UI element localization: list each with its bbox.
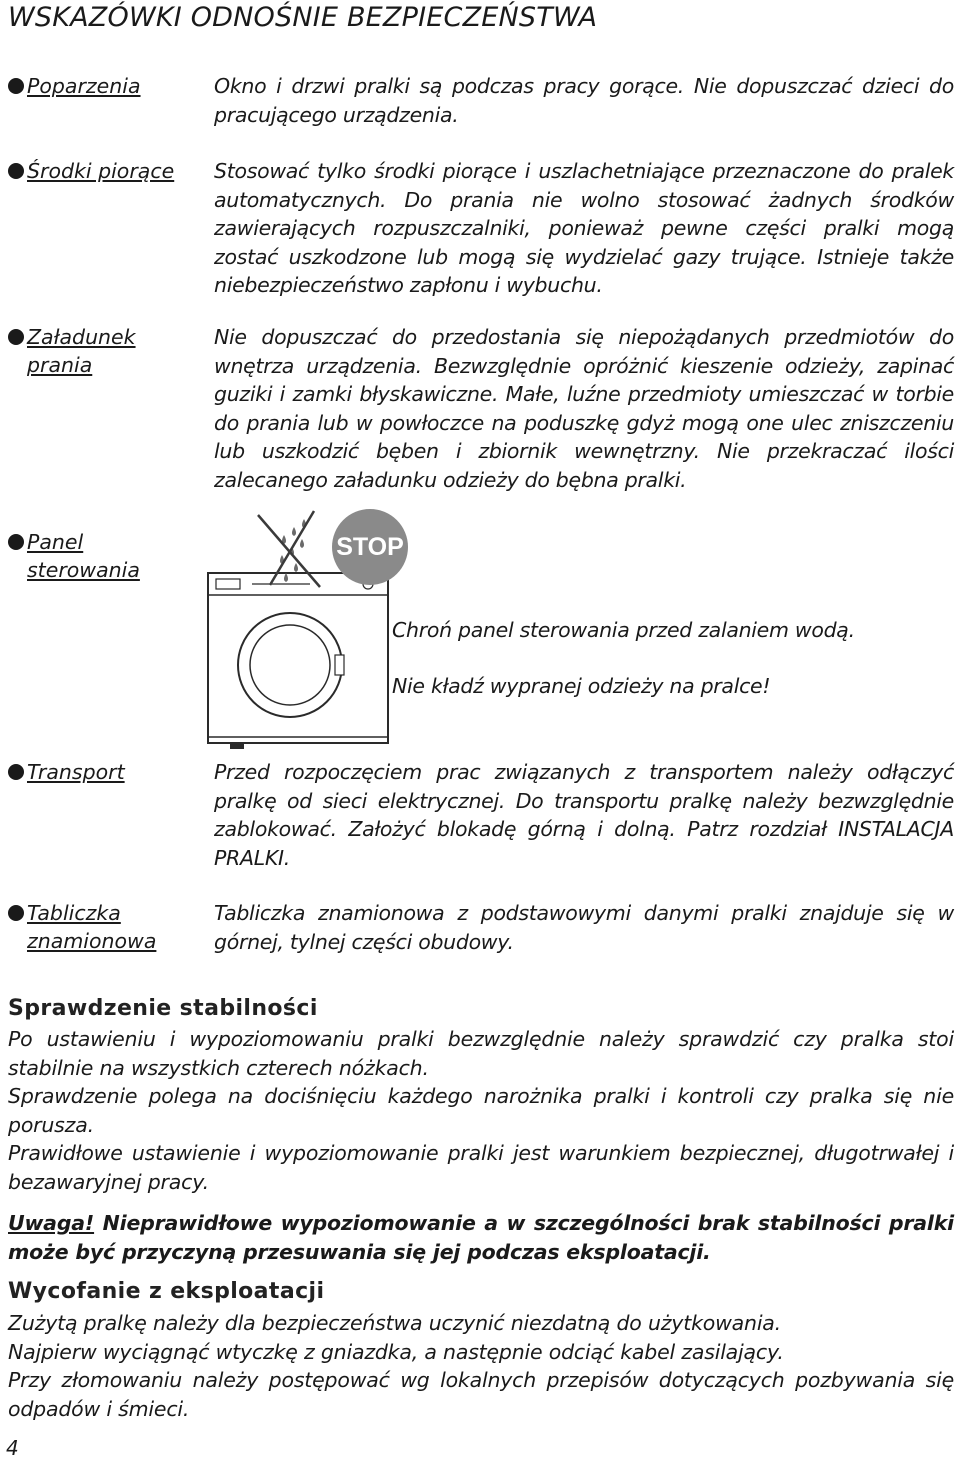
page-number: 4 <box>6 1436 19 1460</box>
section-label: Załadunek prania <box>8 323 208 379</box>
bullet-icon <box>8 163 24 179</box>
stability-heading: Sprawdzenie stabilności <box>8 996 318 1021</box>
panel-line-2: Nie kładź wypranej odzieży na pralce! <box>392 674 771 698</box>
bullet-icon <box>8 764 24 780</box>
section-label: Panel sterowania <box>8 528 208 584</box>
decommission-heading: Wycofanie z eksploatacji <box>8 1279 325 1304</box>
bullet-icon <box>8 329 24 345</box>
stop-text: STOP <box>336 533 404 561</box>
section-label: Poparzenia <box>8 72 208 100</box>
warning-text: Nieprawidłowe wypoziomowanie a w szczególności brak stabilności pralki może być przyczyną przesuwania się jej podczas eksploatacji. <box>8 1211 954 1264</box>
section-text: Nie dopuszczać do przedostania się niepożądanych przedmiotów do wnętrza urządzenia. Bezwzględnie opróżnić kieszenie odzieży, zapinać guziki i zamki błyskawiczne. Małe, luźne przedmioty umieszczać w torbie do prania lub w powłoczce na poduszkę gdyż mogą one ulec zniszczeniu lub uszkodzić bęben i zbiornik wewnętrzny. Nie przekraczać ilości zalecanego załadunku odzieży do bębna pralki. <box>214 325 954 492</box>
section-text: Okno i drzwi pralki są podczas pracy gorące. Nie dopuszczać dzieci do pracującego urządzenia. <box>214 74 954 127</box>
warning-label: Uwaga! <box>8 1211 95 1235</box>
section-label: Transport <box>8 758 208 786</box>
stability-warning <box>8 1209 954 1266</box>
stability-paragraph-2: Sprawdzenie polega na dociśnięciu każdego narożnika pralki i kontroli czy pralka się nie porusza. <box>8 1084 954 1137</box>
bullet-icon <box>8 78 24 94</box>
section-text: Tabliczka znamionowa z podstawowymi danymi pralki znajduje się w górnej, tylnej części obudowy. <box>214 901 954 954</box>
section-label: Środki piorące <box>8 157 208 185</box>
section-text: Stosować tylko środki piorące i uszlachetniające przeznaczone do pralek automatycznych. Do prania nie wolno stosować żadnych środków zawierających rozpuszczalniki, ponieważ pewne części pralki mogą zostać uszkodzone lub mogą się wydzielać gazy trujące. Istnieje także niebezpieczeństwo zapłonu i wybuchu. <box>214 159 954 298</box>
stability-paragraph-1: Po ustawieniu i wypoziomowaniu pralki bezwzględnie należy sprawdzić czy pralka stoi stabilnie na wszystkich czterech nóżkach. <box>8 1027 954 1080</box>
decommission-paragraph-3: Przy złomowaniu należy postępować wg lokalnych przepisów dotyczących pozbywania się odpadów i śmieci. <box>8 1368 954 1421</box>
section-label: Tabliczka znamionowa <box>8 899 208 955</box>
page-title: WSKAZÓWKI ODNOŚNIE BEZPIECZEŃSTWA <box>8 2 598 33</box>
bullet-icon <box>8 905 24 921</box>
section-text: Przed rozpoczęciem prac związanych z transportem należy odłączyć pralkę od sieci elektrycznej. Do transportu pralkę należy bezwzględnie zablokować. Założyć blokadę górną i dolną. Patrz rozdział INSTALACJA PRALKI. <box>214 760 954 870</box>
stability-paragraph-3: Prawidłowe ustawienie i wypoziomowanie pralki jest warunkiem bezpiecznej, długotrwałej i bezawaryjnej pracy. <box>8 1141 954 1194</box>
decommission-paragraph-2: Najpierw wyciągnąć wtyczkę z gniazdka, a następnie odciąć kabel zasilający. <box>8 1340 784 1364</box>
decommission-paragraph-1: Zużytą pralkę należy dla bezpieczeństwa uczynić niezdatną do użytkowania. <box>8 1311 781 1335</box>
bullet-icon <box>8 534 24 550</box>
panel-line-1: Chroń panel sterowania przed zalaniem wodą. <box>392 618 855 642</box>
